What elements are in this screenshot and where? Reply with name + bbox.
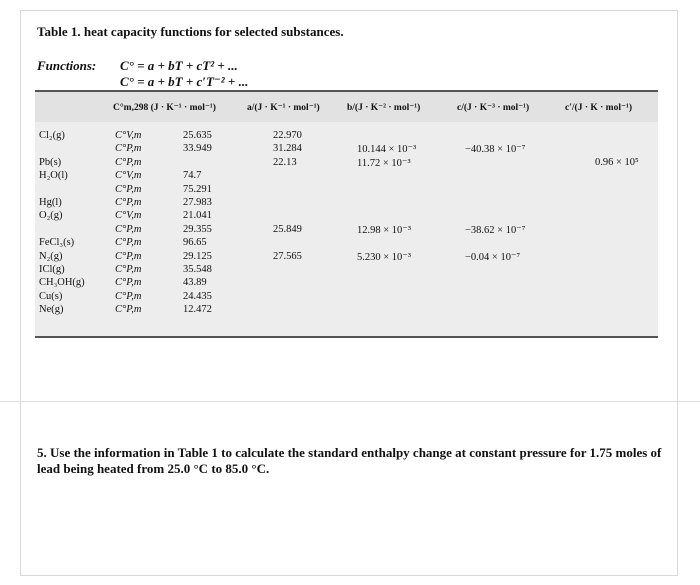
cm298-value-cell: 75.291 (183, 183, 212, 195)
substance-cell: CH₃OH(g) (39, 277, 85, 289)
cm298-value-cell: 21.041 (183, 210, 212, 222)
b-value-cell: 12.98 × 10⁻³ (357, 224, 411, 236)
heat-capacity-type-cell: C°P,m (115, 183, 142, 195)
b-value-cell: 10.144 × 10⁻³ (357, 144, 417, 156)
heat-capacity-table (35, 90, 658, 338)
header-a: a/(J · K⁻¹ · mol⁻¹) (247, 103, 320, 113)
c-value-cell: −0.04 × 10⁻⁷ (465, 251, 521, 263)
substance-cell: Pb(s) (39, 156, 62, 168)
cm298-value-cell: 12.472 (183, 304, 212, 316)
heat-capacity-type-cell: C°V,m (115, 130, 142, 141)
cm298-value-cell: 25.635 (183, 130, 212, 141)
heat-capacity-type-cell: C°P,m (115, 290, 142, 302)
substance-cell: N₂(g) (39, 250, 63, 262)
heat-capacity-type-cell: C°P,m (115, 304, 142, 316)
cm298-value-cell: 27.983 (183, 197, 212, 208)
a-value-cell: 22.13 (273, 156, 297, 168)
cm298-value-cell: 33.949 (183, 143, 212, 155)
b-value-cell: 11.72 × 10⁻³ (357, 157, 411, 169)
section-divider (0, 401, 700, 402)
table-header-row (35, 92, 658, 122)
heat-capacity-type-cell: C°P,m (115, 156, 142, 168)
c-value-cell: −38.62 × 10⁻⁷ (465, 224, 526, 236)
question-text: 5. Use the information in Table 1 to calculate the standard enthalpy change at constant pressure for 1.75 moles of lead being heated from 25.0 °C to 85.0 °C. (37, 445, 662, 476)
a-value-cell: 31.284 (273, 143, 302, 155)
c-value-cell: −40.38 × 10⁻⁷ (465, 144, 526, 156)
substance-cell: Cl₂(g) (39, 130, 65, 141)
b-value-cell: 5.230 × 10⁻³ (357, 251, 411, 263)
cm298-value-cell: 24.435 (183, 290, 212, 302)
header-cm298: C°m,298 (J · K⁻¹ · mol⁻¹) (113, 103, 216, 113)
substance-cell: FeCl₃(s) (39, 237, 75, 249)
cm298-value-cell: 74.7 (183, 170, 202, 182)
header-c: c/(J · K⁻³ · mol⁻¹) (457, 103, 530, 113)
heat-capacity-type-cell: C°V,m (115, 170, 142, 182)
cm298-value-cell: 29.125 (183, 250, 212, 262)
cm298-value-cell: 29.355 (183, 223, 212, 235)
function-equation-1: C° = a + bT + cT² + ... (120, 58, 238, 73)
heat-capacity-type-cell: C°P,m (115, 143, 142, 155)
cm298-value-cell: 96.65 (183, 237, 207, 249)
heat-capacity-type-cell: C°V,m (115, 210, 142, 222)
heat-capacity-type-cell: C°P,m (115, 264, 142, 275)
a-value-cell: 25.849 (273, 223, 302, 235)
cm298-value-cell: 43.89 (183, 277, 207, 289)
header-c-prime: c′/(J · K · mol⁻¹) (565, 103, 632, 113)
substance-cell: H₂O(l) (39, 170, 68, 182)
functions-label: Functions: (37, 58, 97, 73)
heat-capacity-type-cell: C°P,m (115, 237, 142, 249)
substance-cell: Ne(g) (39, 304, 64, 316)
cm298-value-cell: 35.548 (183, 264, 212, 275)
a-value-cell: 22.970 (273, 130, 302, 141)
heat-capacity-type-cell: C°P,m (115, 197, 142, 208)
heat-capacity-type-cell: C°P,m (115, 250, 142, 262)
table-title: Table 1. heat capacity functions for selected substances. (37, 24, 344, 39)
substance-cell: Cu(s) (39, 290, 63, 302)
substance-cell: Hg(l) (39, 197, 62, 208)
function-equation-2: C° = a + bT + c′T⁻² + ... (120, 74, 249, 89)
heat-capacity-type-cell: C°P,m (115, 277, 142, 289)
c-prime-value-cell: 0.96 × 10⁵ (595, 156, 639, 168)
a-value-cell: 27.565 (273, 250, 302, 262)
heat-capacity-type-cell: C°P,m (115, 223, 142, 235)
header-b: b/(J · K⁻² · mol⁻¹) (347, 103, 421, 113)
substance-cell: O₂(g) (39, 210, 63, 222)
substance-cell: ICl(g) (39, 264, 65, 275)
